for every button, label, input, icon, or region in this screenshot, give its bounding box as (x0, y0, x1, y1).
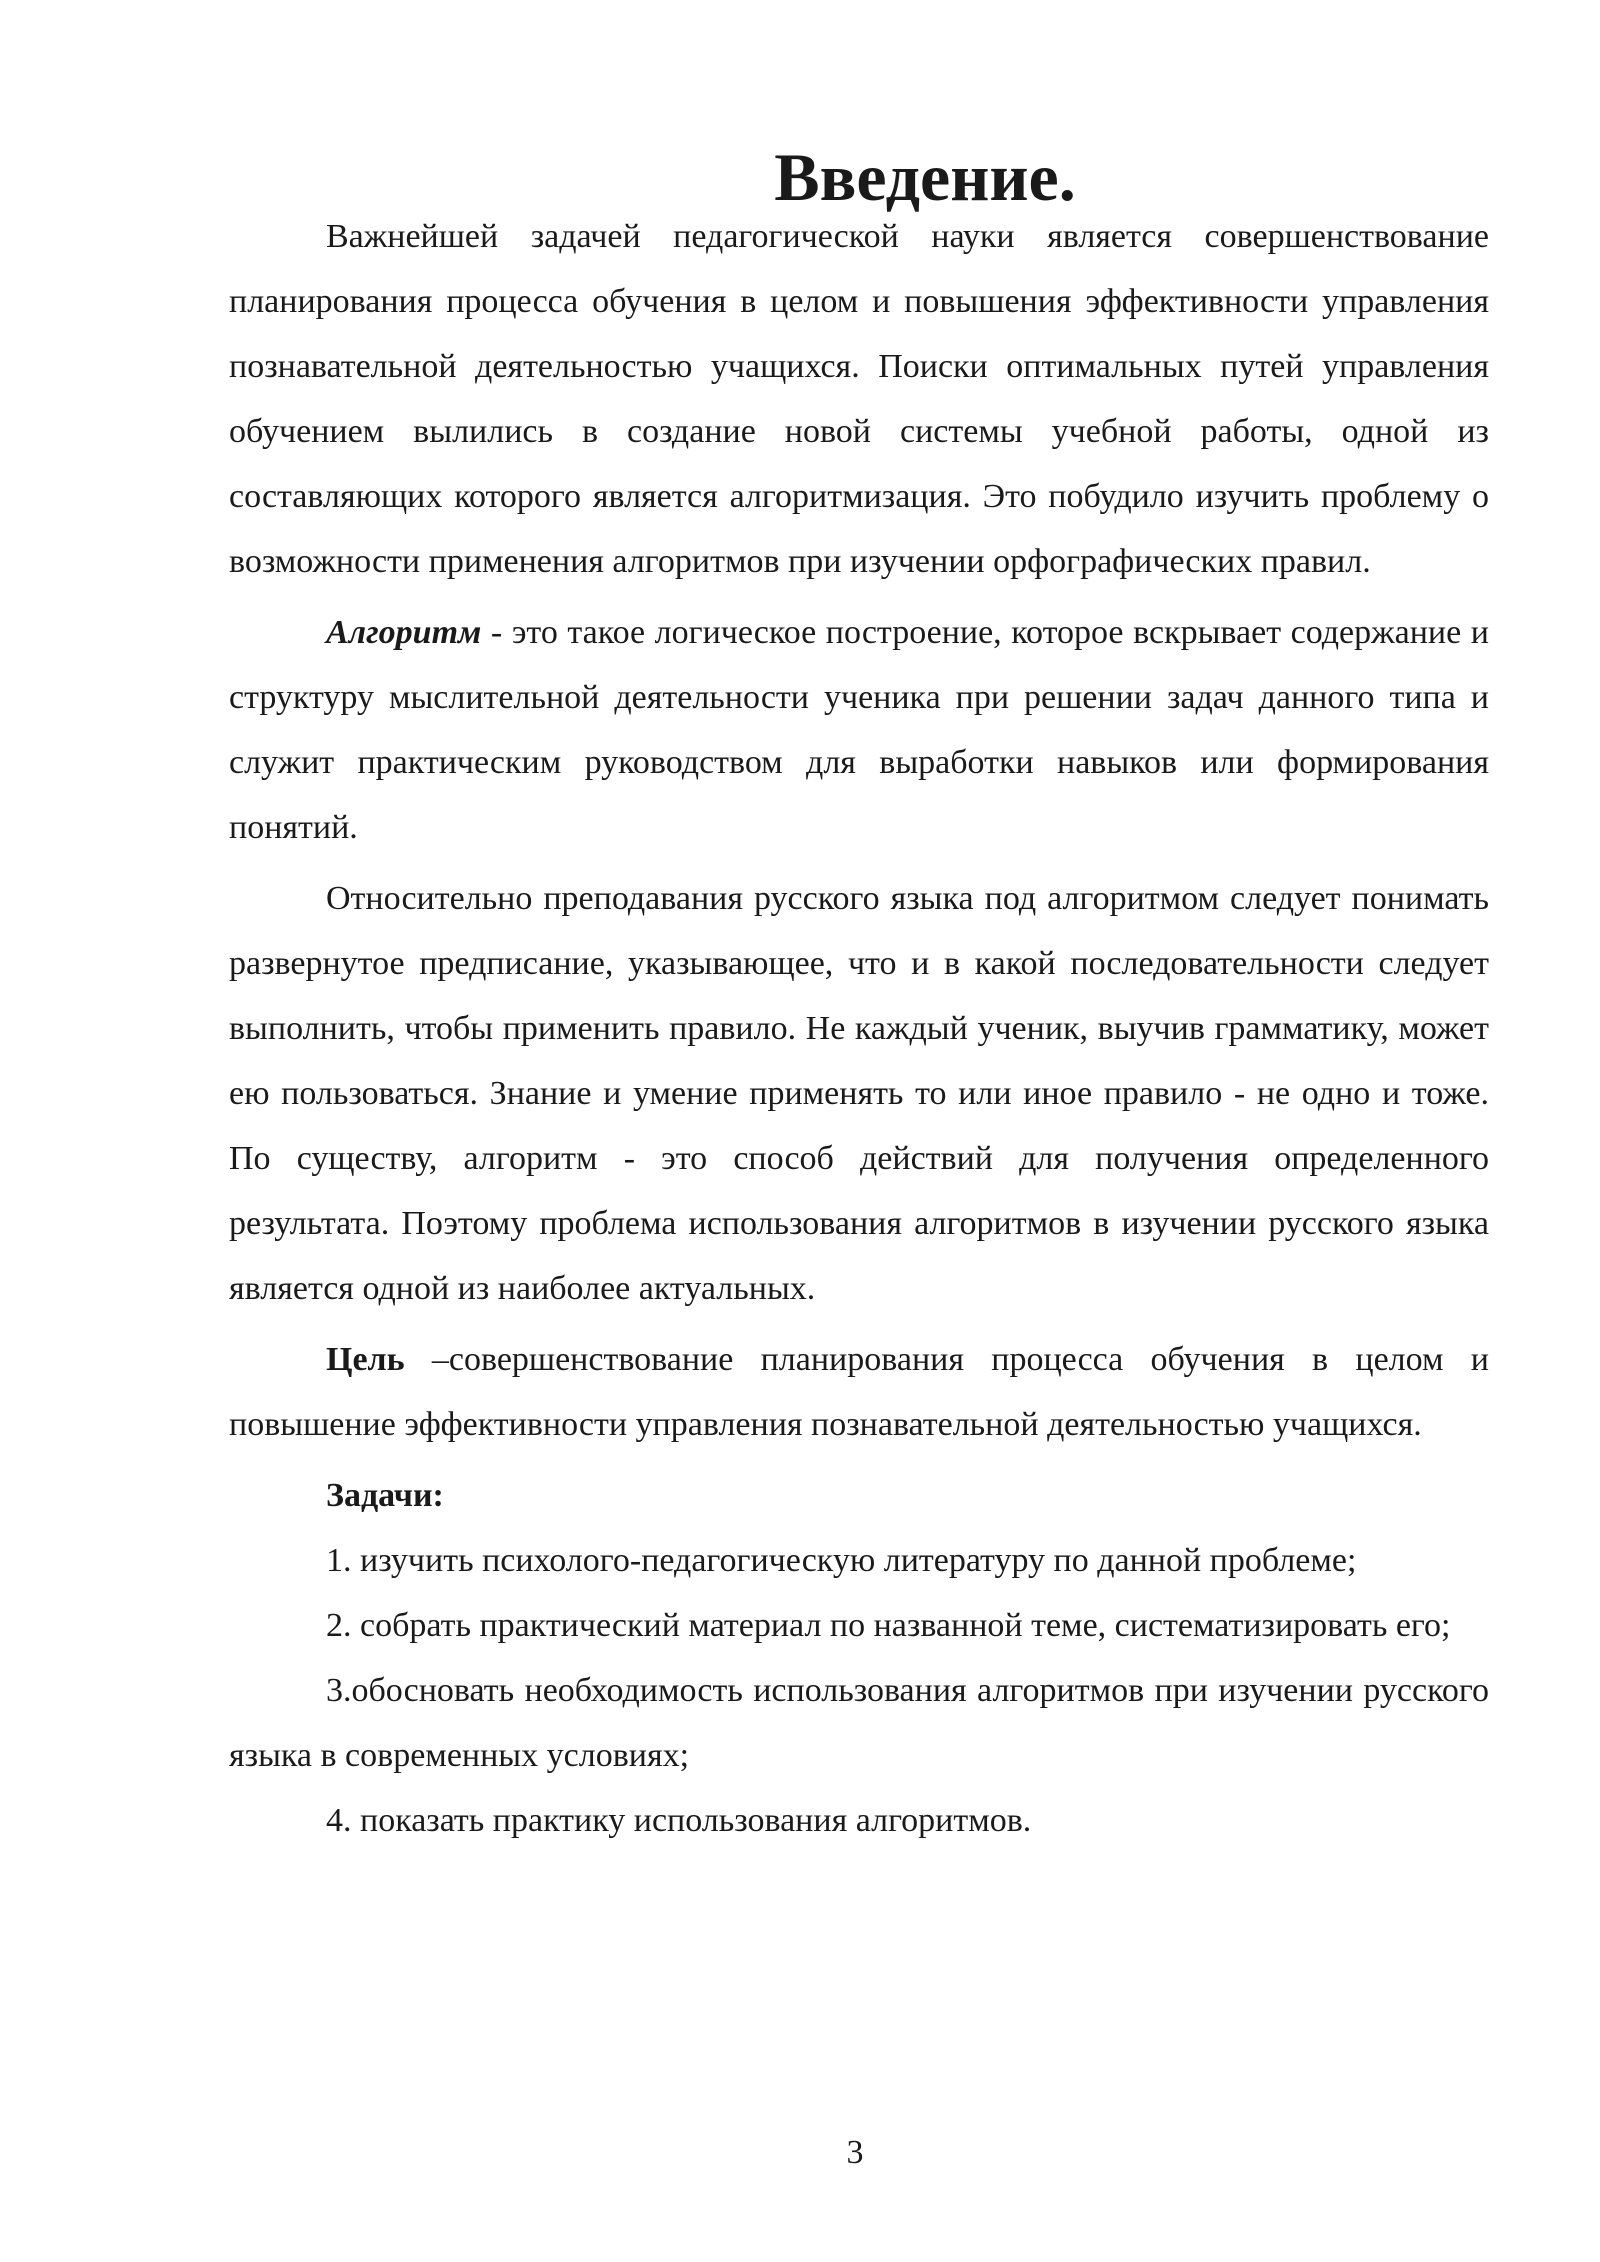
goal-paragraph (229, 1327, 1489, 1457)
section-title: Введение. (774, 139, 1076, 215)
page-number: 3 (846, 2134, 864, 2171)
task-item-2: 2. собрать практический материал по названной теме, систематизировать его; (326, 1607, 1451, 1644)
task-item-3: 3.обосновать необходимость использования алгоритмов при изучении русского языка в современных условиях; (229, 1672, 1489, 1774)
goal-text: –совершенствование планирования процесса обучения в целом и повышение эффективности управления познавательной деятельностью учащихся. (229, 1341, 1489, 1443)
algorithm-term: Алгоритм (326, 614, 482, 651)
task-item-4: 4. показать практику использования алгоритмов. (326, 1802, 1032, 1839)
task-item-1: 1. изучить психолого-педагогическую литературу по данной проблеме; (326, 1542, 1357, 1579)
tasks-heading: Задачи: (326, 1477, 444, 1514)
goal-term: Цель (326, 1341, 405, 1378)
algorithm-definition-paragraph (229, 600, 1489, 860)
page-body (229, 139, 1489, 1853)
russian-language-paragraph: Относительно преподавания русского языка под алгоритмом следует понимать развернутое предписание, указывающее, что и в какой последовательности следует выполнить, чтобы применить правило. Не каждый ученик, выучив грамматику, может ею пользоваться. Знание и умение применять то или иное правило - не одно и тоже. По существу, алгоритм - это способ действий для получения определенного результата. Поэтому проблема использования алгоритмов в изучении русского языка является одной из наиболее актуальных. (229, 880, 1489, 1307)
algorithm-definition-text: - это такое логическое построение, которое вскрывает содержание и структуру мыслительной деятельности ученика при решении задач данного типа и служит практическим руководством для выработки навыков или формирования понятий. (229, 614, 1489, 846)
intro-paragraph: Важнейшей задачей педагогической науки является совершенствование планирования процесса обучения в целом и повышения эффективности управления познавательной деятельностью учащихся. Поиски оптимальных путей управления обучением вылились в создание новой системы учебной работы, одной из составляющих которого является алгоритмизация. Это побудило изучить проблему о возможности применения алгоритмов при изучении орфографических правил. (229, 218, 1489, 580)
